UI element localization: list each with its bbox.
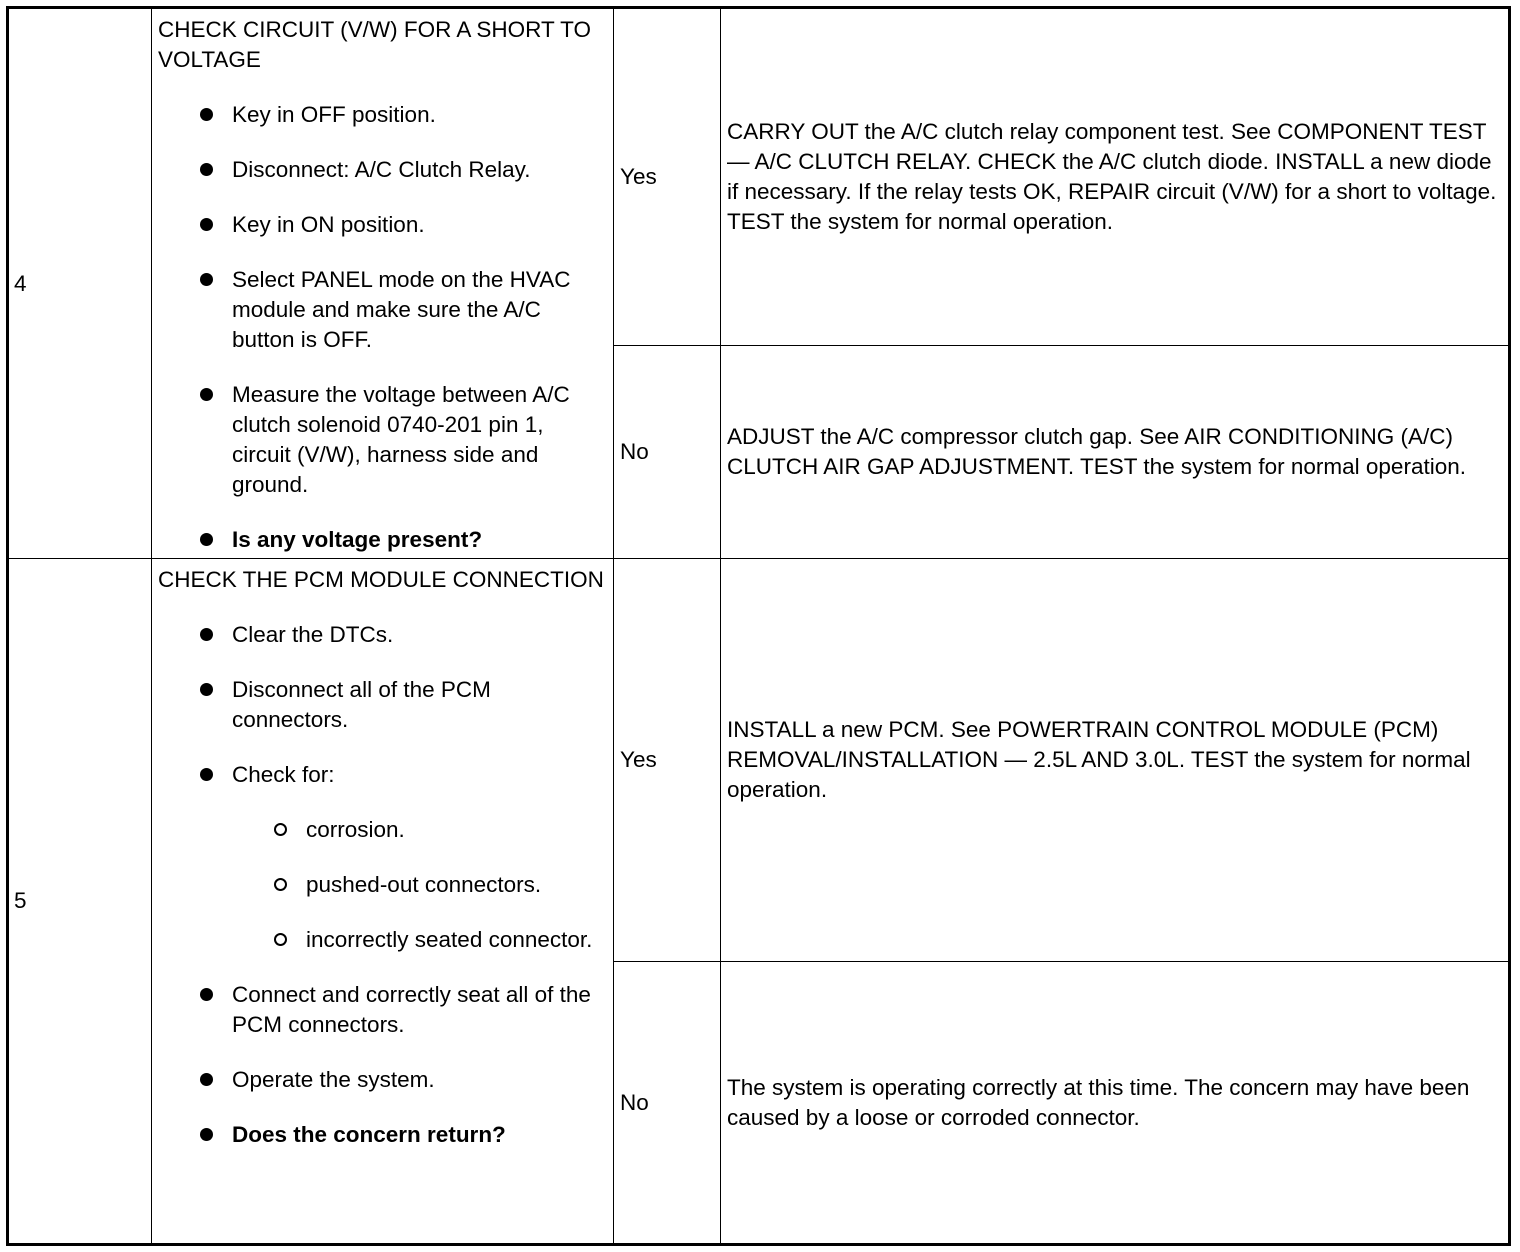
action-item: Disconnect: A/C Clutch Relay. [232,155,605,185]
bullet-icon [200,273,213,286]
action-item: Select PANEL mode on the HVAC module and make sure the A/C button is OFF. [232,265,605,355]
check-item: corrosion. [306,815,605,845]
action-item: Check for: corrosion. pushed-out connectors. incorrectly seated connector. [232,760,605,955]
action-item: Clear the DTCs. [232,620,605,650]
step-number: 4 [8,8,152,559]
result-no-text: The system is operating correctly at this time. The concern may have been caused by a loose or corroded connector. [721,962,1510,1245]
result-yes-text: INSTALL a new PCM. See POWERTRAIN CONTROL MODULE (PCM) REMOVAL/INSTALLATION — 2.5L AND 3.0L. TEST the system for normal operation. [721,559,1510,962]
step-number: 5 [8,559,152,1245]
check-item: pushed-out connectors. [306,870,605,900]
action-question: Does the concern return? [232,1120,605,1150]
check-for-list [232,815,605,955]
step-4-row-yes [8,8,1510,346]
bullet-icon [200,163,213,176]
diagnostic-table [6,6,1511,1246]
step-heading: CHECK THE PCM MODULE CONNECTION [158,567,604,592]
bullet-icon [200,1128,213,1141]
bullet-icon [200,533,213,546]
bullet-icon [200,1073,213,1086]
result-yes-text: CARRY OUT the A/C clutch relay component test. See COMPONENT TEST — A/C CLUTCH RELAY. CHECK the A/C clutch diode. INSTALL a new diode if necessary. If the relay tests OK, REPAIR circuit (V/W) for a short to voltage. TEST the system for normal operation. [721,8,1510,346]
action-question: Is any voltage present? [232,525,605,555]
step-heading: CHECK CIRCUIT (V/W) FOR A SHORT TO VOLTAGE [158,17,591,72]
bullet-icon [200,218,213,231]
result-no-label: No [614,962,721,1245]
bullet-icon [200,683,213,696]
result-no-text: ADJUST the A/C compressor clutch gap. See AIR CONDITIONING (A/C) CLUTCH AIR GAP ADJUSTMENT. TEST the system for normal operation. [721,346,1510,559]
action-item: Operate the system. [232,1065,605,1095]
bullet-icon [200,628,213,641]
circle-bullet-icon [274,933,287,946]
action-list [158,100,605,555]
step-actions [152,559,614,1245]
bullet-icon [200,108,213,121]
bullet-icon [200,768,213,781]
action-item: Connect and correctly seat all of the PCM connectors. [232,980,605,1040]
check-item: incorrectly seated connector. [306,925,605,955]
action-item: Key in OFF position. [232,100,605,130]
result-yes-label: Yes [614,559,721,962]
bullet-icon [200,388,213,401]
action-item: Disconnect all of the PCM connectors. [232,675,605,735]
action-item: Key in ON position. [232,210,605,240]
bullet-icon [200,988,213,1001]
result-yes-label: Yes [614,8,721,346]
circle-bullet-icon [274,823,287,836]
action-item: Measure the voltage between A/C clutch solenoid 0740-201 pin 1, circuit (V/W), harness side and ground. [232,380,605,500]
circle-bullet-icon [274,878,287,891]
step-5-row-yes [8,559,1510,962]
result-no-label: No [614,346,721,559]
step-actions [152,8,614,559]
action-list [158,620,605,1150]
